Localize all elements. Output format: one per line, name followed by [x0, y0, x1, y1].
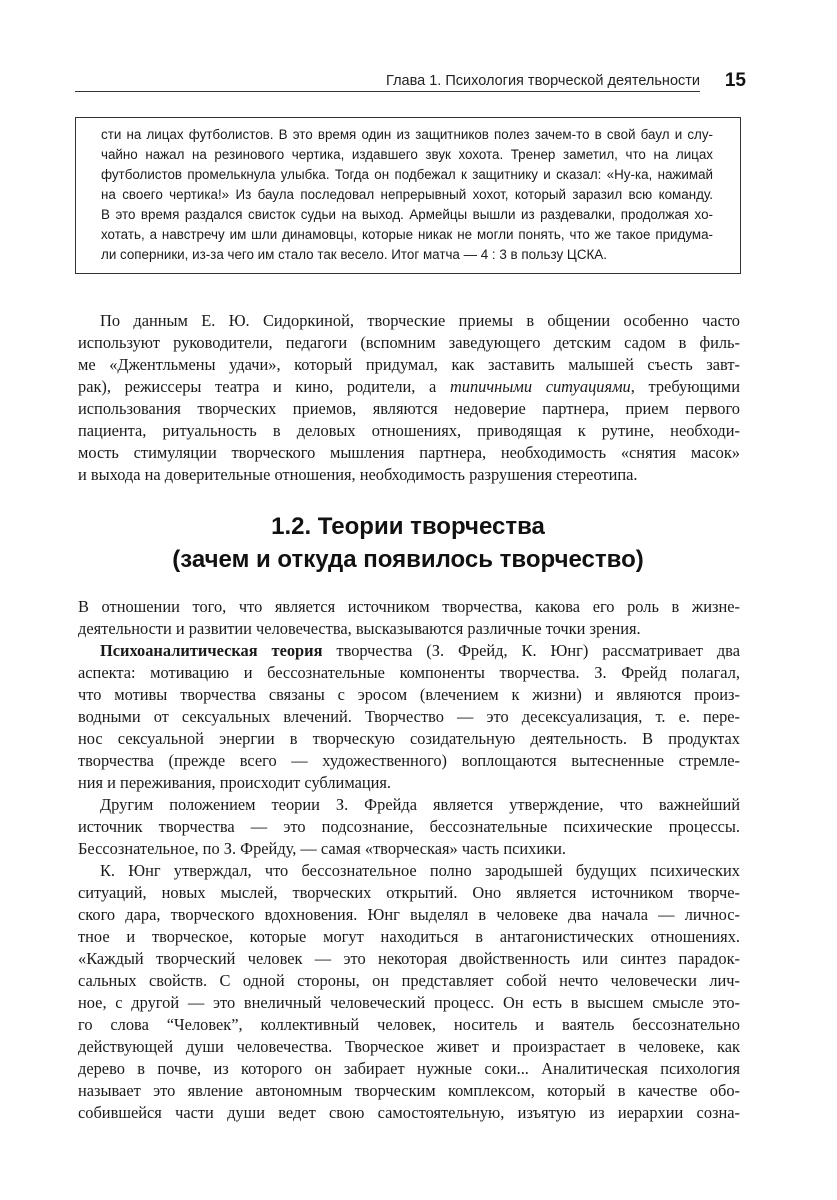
paragraph-line: сальных свойств. С одной стороны, он представляет собой нечто человечески лич-: [78, 971, 740, 990]
paragraph-line: [78, 376, 740, 398]
paragraph-line: нос сексуальной энергии в творческую созидательную деятельность. В продуктах: [78, 729, 740, 748]
paragraph-line: ное, с другой — это внеличный человеческий процесс. Он есть в высшем смысле это-: [78, 993, 740, 1012]
paragraph-line: дерево в почве, из которого он забирает нужные соки... Аналитическая психология: [78, 1059, 740, 1078]
box-line: сти на лицах футболистов. В это время один из защитников полез зачем-то в свой баул и слу-: [101, 127, 713, 142]
box-line: В это время раздался свисток судьи на выход. Армейцы вышли из раздевалки, продолжая хо-: [101, 207, 713, 222]
paragraph-line: ния и переживания, происходит сублимация.: [78, 773, 392, 792]
paragraph-line: К. Юнг утверждал, что бессознательное полно зародышей будущих психических: [100, 861, 740, 880]
section-heading-line-2: (зачем и откуда появилось творчество): [172, 546, 644, 573]
paragraph-line: ситуаций, новых мыслей, творческих открытий. Оно является источником творче-: [78, 883, 740, 902]
box-line: футболистов промелькнула улыбка. Тогда он подбежал к защитнику и сказал: «Ну-ка, нажимай: [101, 167, 713, 182]
paragraph-line: использования творческих приемов, являются недоверие партнера, прием первого: [78, 399, 740, 418]
paragraph-line: Другим положением теории З. Фрейда является утверждение, что важнейший: [100, 795, 740, 814]
paragraph-line: называет это явление автономным творческим комплексом, который в качестве обо-: [78, 1081, 740, 1100]
paragraph-line: действующей души человечества. Творческое живет и произрастает в человеке, как: [78, 1037, 740, 1056]
paragraph-text: творчества (З. Фрейд, К. Юнг) рассматривает два: [322, 641, 740, 660]
bold-term: Психоаналитическая теория: [100, 641, 323, 660]
paragraph-line: Бессознательное, по З. Фрейду, — самая «творческая» часть психики.: [78, 839, 566, 858]
paragraph-line: и выхода на доверительные отношения, необходимость разрушения стереотипа.: [78, 465, 638, 484]
paragraph-line: ского дара, творческого вдохновения. Юнг выделял в человеке два начала — личнос-: [78, 905, 740, 924]
page-number: 15: [724, 70, 746, 91]
paragraph-line: собившейся части души ведет свою самостоятельную, изъятую из иерархии созна-: [78, 1103, 740, 1122]
paragraph-line: используют руководители, педагоги (вспомним заведующего детским садом в филь-: [78, 333, 740, 352]
emphasis-text: типичными ситуациями: [449, 377, 631, 396]
boxed-example: [75, 117, 741, 274]
paragraph-line: пациента, ритуальность в деловых отношениях, приводящая к рутине, необходи-: [78, 421, 740, 440]
paragraph-text: рак), режиссеры театра и кино, родители, а: [78, 377, 450, 396]
paragraph-line: го слова “Человек”, коллективный человек, носитель и ваятель бессознательно: [78, 1015, 740, 1034]
section-heading-line-1: 1.2. Теории творчества: [271, 513, 545, 540]
paragraph-line: ме «Джентльмены удачи», который придумал, как заставить малышей съесть завт-: [78, 355, 740, 374]
paragraph-text: , требующими: [630, 377, 741, 396]
paragraph-line: «Каждый творческий человек — это некоторая двойственность или синтез парадок-: [78, 949, 740, 968]
paragraph-line: По данным Е. Ю. Сидоркиной, творческие приемы в общении особенно часто: [100, 311, 740, 330]
paragraph-line: творчества (прежде всего — художественного) воплощаются вытесненные стремле-: [78, 751, 740, 770]
paragraph-line: [100, 640, 740, 662]
box-line: чайно нажал на резиновогo чертика, издавшего звук хохота. Тренер заметил, что на лицах: [101, 147, 713, 162]
box-line: на своего чертика!» Из баула последовал непрерывный хохот, который заразил всю команду.: [101, 187, 713, 202]
paragraph-line: аспекта: мотивацию и бессознательные компоненты творчества. З. Фрейд полагал,: [78, 663, 740, 682]
paragraph-line: что мотивы творчества связаны с эросом (влечением к жизни) и являются произ-: [78, 685, 740, 704]
paragraph-line: тное и творческое, которые могут находиться в антагонистических отношениях.: [78, 927, 740, 946]
paragraph-line: деятельности и развитии человечества, высказываются различные точки зрения.: [78, 619, 641, 638]
paragraph-line: водными от сексуальных влечений. Творчество — это десексуализация, т. е. пере-: [78, 707, 740, 726]
header-rule: [75, 91, 700, 92]
paragraph-line: мость стимуляции творческого мышления партнера, необходимость «снятия масок»: [78, 443, 740, 462]
box-line: хотать, а навстречу им шли динамовцы, которые никак не могли понять, что же такое придума-: [101, 227, 713, 242]
paragraph-line: В отношении того, что является источником творчества, какова его роль в жизне-: [78, 597, 740, 616]
box-line: ли соперники, из-за чего им стало так весело. Итог матча — 4 : 3 в пользу ЦСКА.: [101, 247, 607, 262]
page-header: [75, 69, 746, 95]
running-header-title: Глава 1. Психология творческой деятельности: [386, 73, 700, 89]
paragraph-line: источник творчества — это подсознание, бессознательные психические процессы.: [78, 817, 740, 836]
